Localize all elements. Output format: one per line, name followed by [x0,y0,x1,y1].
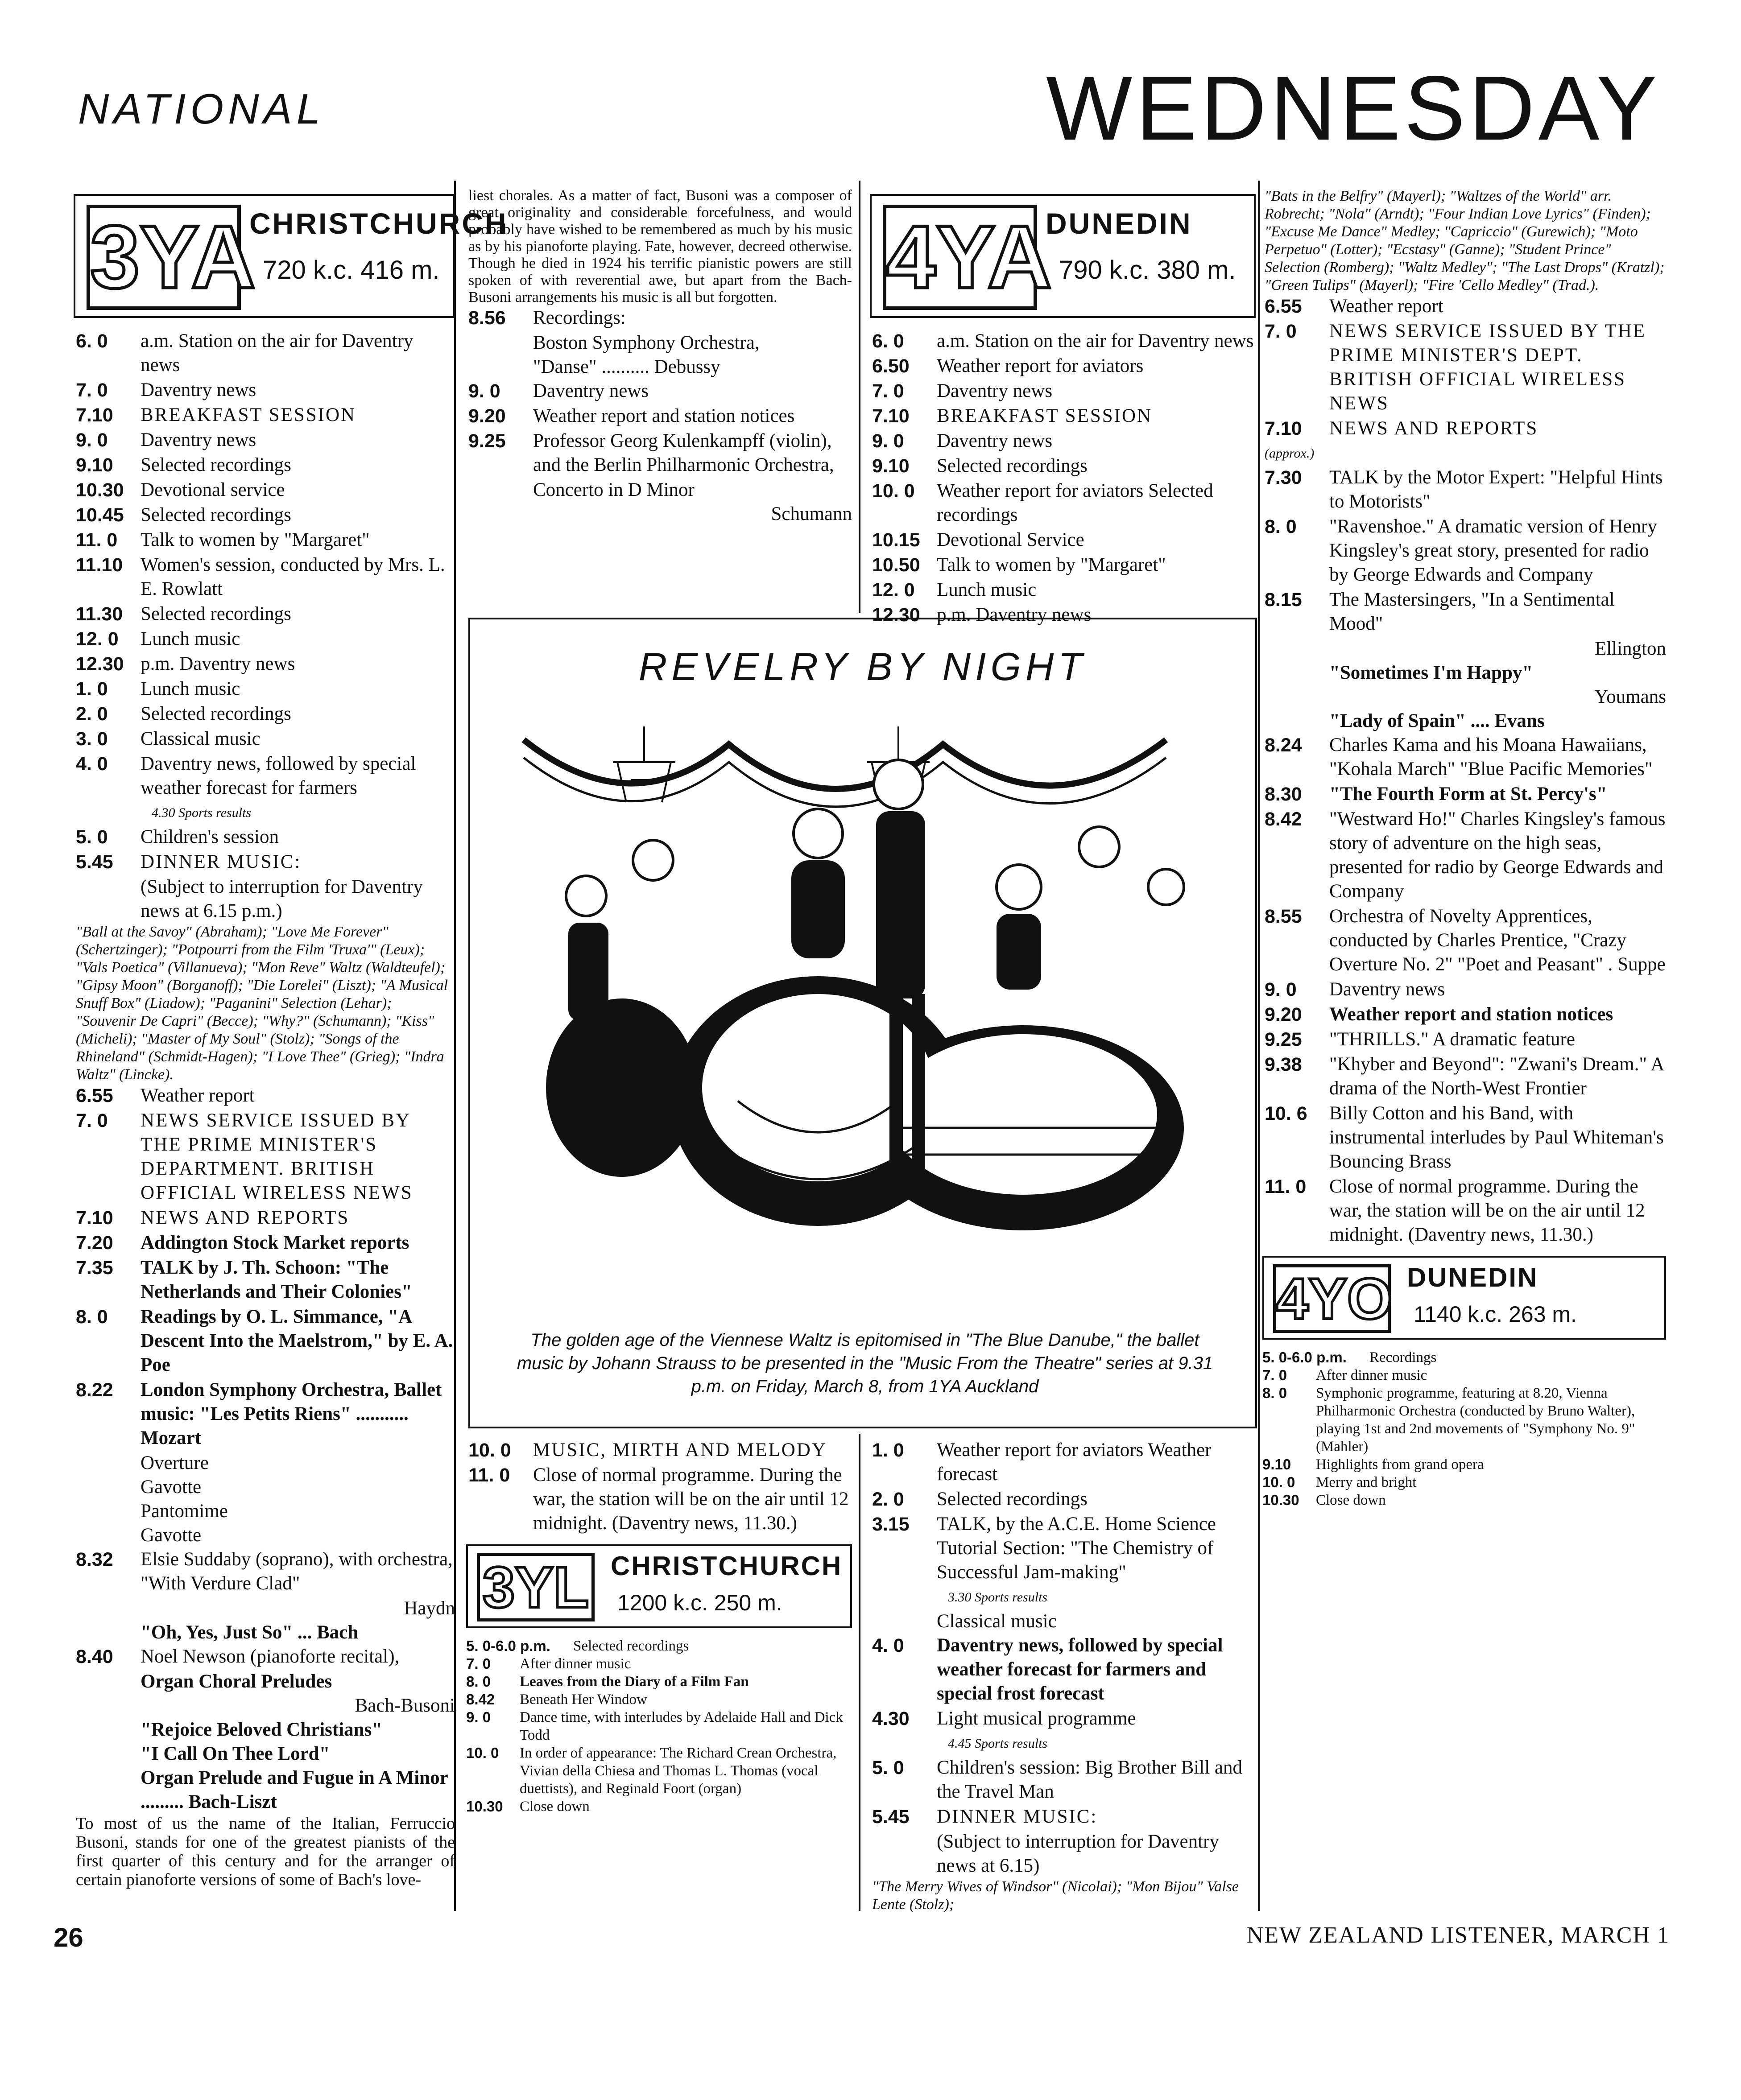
programme-entry: 7.35 TALK by J. Th. Schoon: "The Netherlands and Their Colonies" [76,1257,412,1302]
programme-entry: 8.55 Orchestra of Novelty Apprentices, conducted by Charles Prentice, "Crazy Overture No. 2" "Poet and Peasant" . Suppe [1265,906,1666,975]
programme-entry: 9.10 Selected recordings [76,454,291,476]
piece-title: Organ Choral Preludes [141,1671,332,1692]
programme-entry: 9.10 Highlights from grand opera [1262,1456,1484,1473]
piece-title: "Rejoice Beloved Christians" [141,1719,383,1740]
station-call-sign: 3YL [477,1553,595,1621]
programme-entry: 3. 0 Classical music [76,728,261,750]
composer: Bach-Busoni [355,1695,455,1716]
programme-entry: 10. 0 Weather report for aviators Selected recordings [872,480,1213,525]
programme-entry: 7. 0 Daventry news [872,380,1053,402]
programme-entry: 7.10 BREAKFAST SESSION [872,405,1153,427]
station-call-sign: 4YO [1273,1264,1391,1333]
station-frequency: 720 k.c. 416 m. [263,256,440,285]
column-4ya-lower [863,1438,1256,1914]
programme-entry: 10.30 Close down [466,1798,590,1815]
station-call-sign: 4YA [883,205,1037,310]
station-box-4yo [1262,1256,1666,1340]
station-call-sign: 3YA [87,205,241,310]
programme-entry: 9.25 Professor Georg Kulenkampff (violin), and the Berlin Philharmonic Orchestra, [468,430,834,475]
dinner-music-list: "The Merry Wives of Windsor" (Nicolai); "Mon Bijou" Valse Lente (Stolz); [872,1878,1239,1913]
programme-entry: 8.42 Beneath Her Window [466,1691,647,1708]
programme-entry: 8. 0 Symphonic programme, featuring at 8.20, Vienna Philharmonic Orchestra (conducted by Bruno Walter), playing 1st and 2nd movements of "Symphony No. 9" (Mahler) [1262,1385,1635,1455]
day-title: WEDNESDAY [1046,57,1661,159]
station-frequency: 1140 k.c. 263 m. [1414,1302,1577,1327]
piece-title: "Oh, Yes, Just So" ... Bach [141,1622,359,1643]
busoni-paragraph: To most of us the name of the Italian, Ferruccio Busoni, stands for one of the greatest pianists of the first quarter of this century and for the arranger of certain pianoforte versions of some of Bach's love- [76,1814,455,1889]
publication-line: NEW ZEALAND LISTENER, MARCH 1 [1246,1923,1670,1948]
column-middle-upper [459,187,852,526]
programme-entry: 7. 0 After dinner music [1262,1367,1427,1383]
composer: Schumann [771,503,852,524]
programme-entry: 11. 0 Close of normal programme. During the war, the station will be on the air until 12 midnight. (Daventry news, 11.30.) [468,1465,849,1534]
piece-title: Concerto in D Minor [533,479,695,500]
composer: Youmans [1594,686,1666,707]
ballet-part: Pantomime [141,1501,228,1522]
programme-entry: 9. 0 Daventry news [468,380,649,402]
station-frequency: 790 k.c. 380 m. [1059,256,1236,285]
programme-entry: 7. 0 Daventry news [76,380,256,401]
piece-title: "Lady of Spain" .... Evans [1329,710,1545,731]
programme-entry: 8. 0 Leaves from the Diary of a Film Fan [466,1673,749,1690]
programme-entry: 7.30 TALK by the Motor Expert: "Helpful Hints to Motorists" [1265,467,1663,512]
performer: Boston Symphony Orchestra, [533,332,760,353]
programme-entry: 10.50 Talk to women by "Margaret" [872,554,1166,576]
programme-entry: 6. 0 a.m. Station on the air for Daventry news [76,330,414,375]
programme-entry: 6.55 Weather report [1265,296,1443,317]
piece-title: "I Call On Thee Lord" [141,1743,330,1764]
programme-entry: 9.10 Selected recordings [872,455,1088,477]
illustration-box [468,618,1257,1428]
composer: Haydn [404,1598,455,1619]
column-3ya [67,187,508,1889]
programme-entry: 6. 0 a.m. Station on the air for Daventry news [872,330,1254,352]
sports-results: 4.45 Sports results [948,1736,1048,1751]
programme-entry: 6.50 Weather report for aviators [872,355,1144,377]
column-rule [859,181,860,613]
illustration-title: REVELRY BY NIGHT [638,644,1087,689]
programme-entry: 10.30 Devotional service [76,479,285,501]
dinner-note: (Subject to interruption for Daventry news at 6.15) [937,1831,1219,1876]
page-number: 26 [54,1923,83,1952]
programme-entry: 7.10 BREAKFAST SESSION [76,404,356,426]
station-city: DUNEDIN [1046,207,1192,240]
column-4ya-upper [863,187,1256,628]
approx-note: (approx.) [1265,446,1315,461]
programme-entry: 7. 0 NEWS SERVICE ISSUED BY THE PRIME MINISTER'S DEPARTMENT. BRITISH OFFICIAL WIRELESS NEWS [76,1110,413,1203]
programme-item: Classical music [937,1611,1057,1632]
programme-entry: 10. 0 Merry and bright [1262,1474,1417,1490]
column-4ya-evening [1256,187,1666,1509]
station-city: DUNEDIN [1407,1262,1538,1292]
programme-entry: 10.45 Selected recordings [76,504,291,526]
programme-entry: 1. 0 Weather report for aviators Weather forecast [872,1440,1212,1485]
programme-entry: 10.30 Close down [1262,1492,1386,1508]
station-city: CHRISTCHURCH [249,207,508,240]
busoni-paragraph-continued: liest chorales. As a matter of fact, Busoni was a composer of great originality and considerable forcefulness, and would probably have wished to be remembered as much by his music as by his pianoforte playing. Fate, however, decreed otherwise. Though he died in 1924 his terrific pianistic powers are still spoken of with reverential awe, but apart from the Bach-Busoni arrangements his music is all but forgotten. [468,187,852,305]
sports-results: 4.30 Sports results [152,805,252,820]
programme-entry: 2. 0 Selected recordings [76,703,291,725]
programme-entry: 5. 0-6.0 p.m. Recordings [1262,1349,1437,1366]
programme-entry: 9.20 Weather report and station notices [468,405,795,427]
programme-entry: 8.40 Noel Newson (pianoforte recital), [76,1646,400,1667]
programme-entry: 7. 0 After dinner music [466,1655,631,1672]
programme-entry: 8.32 Elsie Suddaby (soprano), with orchestra, "With Verdure Clad" [76,1549,453,1594]
programme-entry: 8. 0 Readings by O. L. Simmance, "A Descent Into the Maelstrom," by E. A. Poe [76,1306,453,1375]
programme-entry: 8.22 London Symphony Orchestra, Ballet music: "Les Petits Riens" ........... Mozart [76,1379,442,1448]
programme-entry: 8.24 Charles Kama and his Moana Hawaiians, "Kohala March" "Blue Pacific Memories" [1265,734,1653,780]
dinner-note: (Subject to interruption for Daventry news at 6.15 p.m.) [141,876,423,921]
programme-entry: 10. 0 MUSIC, MIRTH AND MELODY [468,1440,827,1461]
composer: Ellington [1594,638,1666,659]
programme-entry: 9.25 "THRILLS." A dramatic feature [1265,1029,1575,1050]
programme-entry: 8.15 The Mastersingers, "In a Sentimental Mood" [1265,589,1615,634]
programme-entry: 6.55 Weather report [76,1085,255,1106]
programme-entry: 1. 0 Lunch music [76,678,240,700]
programme-entry: 5.45 DINNER MUSIC: [76,851,302,873]
programme-entry: 10.15 Devotional Service [872,529,1084,551]
programme-entry: 9. 0 Daventry news [1265,979,1445,1000]
station-box-3ya [74,194,508,318]
station-box-3yl [466,1544,852,1628]
programme-entry: 9. 0 Daventry news [872,430,1053,452]
station-frequency: 1200 k.c. 250 m. [617,1590,782,1615]
ballet-part: Gavotte [141,1525,202,1546]
piece-title: "Sometimes I'm Happy" [1329,662,1533,683]
programme-entry: 7.20 Addington Stock Market reports [76,1232,409,1254]
programme-entry: 12. 0 Lunch music [872,579,1037,601]
programme-entry: 5. 0-6.0 p.m. Selected recordings [466,1638,689,1654]
dinner-music-list: "Ball at the Savoy" (Abraham); "Love Me Forever" (Schertzinger); "Potpourri from the Film 'Truxa'" (Leux); "Vals Poetica" (Villanueva); "Mon Reve" Waltz (Waldteufel); "Gipsy Moon" (Borganoff); "Die Lorelei" (Liszt); "A Musical Snuff Box" (Liadow); "Paganini" Selection (Lehar); "Souvenir De Capri" (Becce); "Why?" (Schumann); "Kiss" (Micheli); "Master of My Soul" (Stolz); "Songs of the Rhineland" (Schmidt-Hagen); "I Love Thee" (Grieg); "Indra Waltz" (Lincke). [76,924,448,1083]
programme-entry: 11.10 Women's session, conducted by Mrs. L. E. Rowlatt [76,554,445,599]
column-middle-lower [459,1438,852,1815]
illustration-caption: The golden age of the Viennese Waltz is epitomised in "The Blue Danube," the ballet music by Johann Strauss to be presented in the "Music From the Theatre" series at 9.31 p.m. on Friday, March 8, from 1YA Auckland [517,1330,1213,1396]
programme-entry: 7. 0 NEWS SERVICE ISSUED BY THE PRIME MINISTER'S DEPT. BRITISH OFFICIAL WIRELESS NEWS [1265,321,1646,414]
programme-entry: 8.56 Recordings: [468,307,626,329]
programme-entry: 11. 0 Close of normal programme. During the war, the station will be on the air until 12 midnight. (Daventry news, 11.30.) [1265,1176,1645,1245]
programme-entry: 8.42 "Westward Ho!" Charles Kingsley's famous story of adventure on the high seas, presented for radio by George Edwards and Company [1265,809,1666,902]
programme-entry: 3.15 TALK, by the A.C.E. Home Science Tutorial Section: "The Chemistry of Successful Jam-making" [872,1514,1216,1583]
programme-entry: 5. 0 Children's session [76,826,279,848]
programme-entry: 7.10 NEWS AND REPORTS [1265,418,1538,439]
programme-entry: 5. 0 Children's session: Big Brother Bill and the Travel Man [872,1757,1242,1802]
programme-entry: 8.30 "The Fourth Form at St. Percy's" [1265,784,1607,805]
programme-entry: 9. 0 Daventry news [76,429,256,451]
programme-entry: 10. 0 In order of appearance: The Richard Crean Orchestra, Vivian della Chiesa and Thomas L. Thomas (vocal duettists), and Reginald Foort (organ) [466,1745,837,1797]
sports-results: 3.30 Sports results [948,1590,1048,1605]
programme-entry: 7.10 NEWS AND REPORTS [76,1207,350,1229]
programme-entry: 10. 6 Billy Cotton and his Band, with instrumental interludes by Paul Whiteman's Bouncing Brass [1265,1103,1664,1172]
programme-entry: 9. 0 Dance time, with interludes by Adelaide Hall and Dick Todd [466,1709,843,1743]
station-box-4ya [870,194,1256,318]
programme-entry: 12.30 p.m. Daventry news [76,653,295,675]
programme-entry: 8. 0 "Ravenshoe." A dramatic version of Henry Kingsley's great story, presented for radio by George Edwards and Company [1265,516,1657,585]
waltz-dancers-illustration [497,700,1228,1239]
programme-entry: 4. 0 Daventry news, followed by special weather forecast for farmers [76,753,416,798]
programme-entry: 4.30 Light musical programme [872,1708,1136,1729]
programme-entry: 4. 0 Daventry news, followed by special weather forecast for farmers and special frost forecast [872,1635,1223,1704]
ballet-part: Overture [141,1452,209,1473]
programme-entry: 12. 0 Lunch music [76,628,240,650]
programme-entry: 2. 0 Selected recordings [872,1489,1088,1510]
section-label: NATIONAL [78,85,325,133]
programme-entry: 9.38 "Khyber and Beyond": "Zwani's Dream." A drama of the North-West Frontier [1265,1054,1664,1099]
column-rule [859,1434,860,1911]
programme-entry: 12.30 p.m. Daventry news [872,604,1092,626]
programme-entry: 9.20 Weather report and station notices [1265,1004,1613,1025]
programme-entry: 5.45 DINNER MUSIC: [872,1806,1098,1828]
ballet-part: Gavotte [141,1477,202,1498]
dinner-music-list-continued: "Bats in the Belfry" (Mayerl); "Waltzes of the World" arr. Robrecht; "Nola" (Arndt); "Four Indian Love Lyrics" (Finden); "Excuse Me Dance" Medley; "Capriccio" (Gurewich); "Moto Perpetuo" (Lotter); "Ecstasy" (Ganne); "Student Prince" Selection (Romberg); "Waltz Medley"; "The Last Drops" (Kratzl); "Green Tulips" (Mayerl); "Fire 'Cello Medley" (Trad.). [1265,188,1665,293]
station-city: CHRISTCHURCH [611,1551,843,1581]
programme-entry: 11.30 Selected recordings [76,603,291,625]
programme-entry: 11. 0 Talk to women by "Margaret" [76,529,370,551]
piece-title: Organ Prelude and Fugue in A Minor ......... Bach-Liszt [141,1767,448,1812]
piece-title: "Danse" .......... Debussy [533,356,720,377]
